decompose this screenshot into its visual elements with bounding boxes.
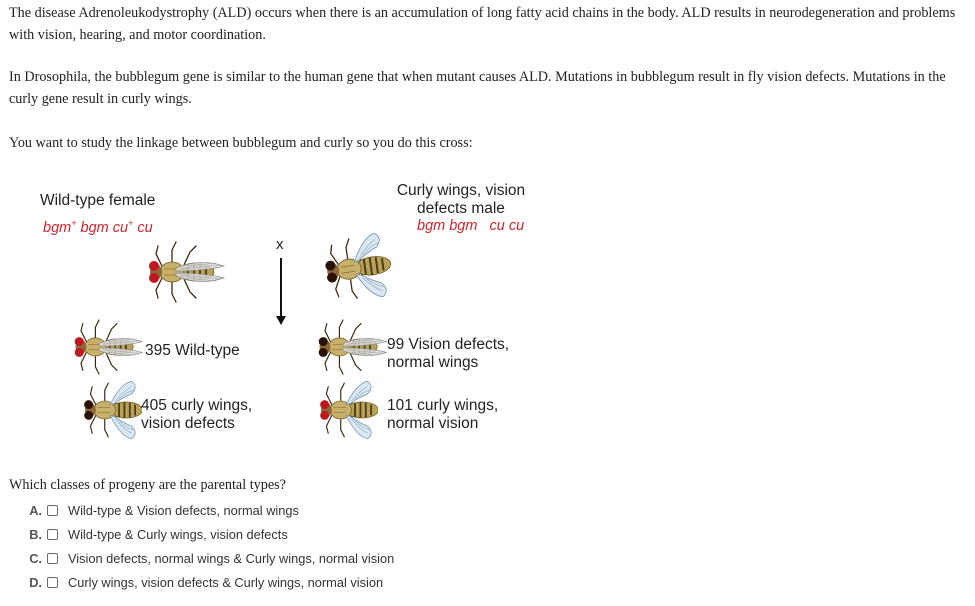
cross-arrow-line (280, 258, 282, 320)
progeny-vision-defects-label: 99 Vision defects, normal wings (387, 336, 510, 371)
option-c-checkbox[interactable] (47, 553, 58, 564)
progeny-fly-vision-defects-image (316, 318, 388, 376)
curly-vision-defect-male-fly-image (322, 228, 394, 308)
option-d-checkbox[interactable] (47, 577, 58, 588)
female-genotype: bgm+ bgm cu+ cu (43, 218, 153, 236)
progeny-fly-curly-normal-vision-image (316, 376, 378, 444)
down-arrow-icon (276, 316, 286, 325)
progeny-fly-wild-type-image (72, 318, 144, 376)
answer-option-d[interactable]: D. Curly wings, vision defects & Curly wings, normal vision (29, 575, 384, 590)
question-text: Which classes of progeny are the parental types? (9, 477, 286, 493)
cross-intro-text: You want to study the linkage between bubblegum and curly so you do this cross: (9, 135, 473, 151)
progeny-curly-normal-vision-label: 101 curly wings, normal vision (387, 397, 499, 432)
progeny-curly-vision-defects-label: 405 curly wings, vision defects (141, 397, 253, 432)
answer-option-b[interactable]: B. Wild-type & Curly wings, vision defects (29, 527, 288, 542)
cross-symbol: x (276, 236, 284, 253)
male-label: Curly wings, vision defects male (396, 182, 526, 217)
progeny-fly-curly-vision-defects-image (80, 376, 142, 444)
answer-option-a[interactable]: A. Wild-type & Vision defects, normal wings (29, 503, 299, 518)
wild-type-female-fly-image (140, 240, 236, 304)
progeny-wild-type-label: 395 Wild-type (145, 342, 240, 359)
option-b-checkbox[interactable] (47, 529, 58, 540)
intro-paragraph-drosophila: In Drosophila, the bubblegum gene is similar to the human gene that when mutant causes ALD. Mutations in bubblegum result in fly vision defects. Mutations in the curly gene result in curly wings. (9, 69, 946, 107)
option-a-checkbox[interactable] (47, 505, 58, 516)
female-label: Wild-type female (40, 192, 156, 209)
intro-paragraph-ald: The disease Adrenoleukodystrophy (ALD) occurs when there is an accumulation of long fatty acid chains in the body. ALD results in neurodegeneration and problems with vision, hearing, and motor coordination. (9, 5, 956, 43)
male-genotype: bgm bgm cu cu (417, 218, 525, 234)
answer-option-c[interactable]: C. Vision defects, normal wings & Curly wings, normal vision (29, 551, 395, 566)
